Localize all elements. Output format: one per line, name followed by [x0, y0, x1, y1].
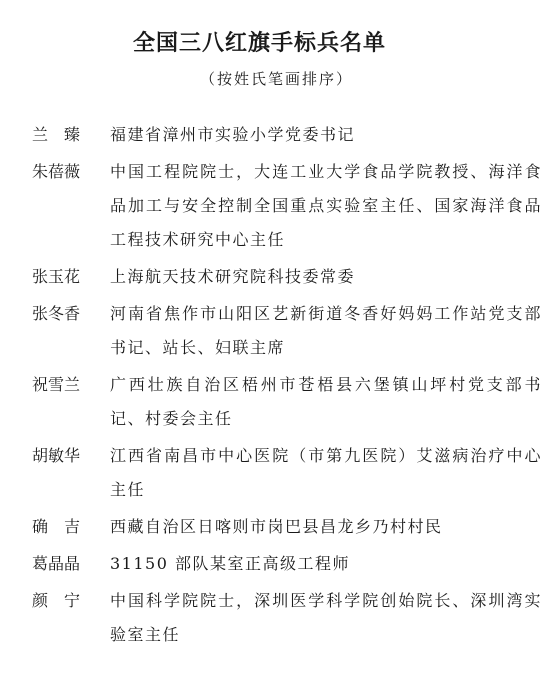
honoree-name: 胡敏华 [32, 446, 81, 465]
page-subtitle: （按姓氏笔画排序） [199, 70, 353, 88]
honoree-name: 颜 宁 [32, 591, 81, 610]
list-item [32, 584, 542, 652]
list-item [32, 439, 542, 507]
list-item [32, 368, 542, 436]
list-item [32, 260, 542, 294]
honoree-name: 祝雪兰 [32, 375, 81, 394]
honoree-name: 朱蓓薇 [32, 162, 81, 181]
list-item [32, 297, 542, 365]
list-item [32, 155, 542, 257]
honoree-description: 江西省南昌市中心医院（市第九医院）艾滋病治疗中心主任 [110, 446, 542, 499]
honoree-name: 葛晶晶 [32, 554, 81, 573]
honoree-name: 确 吉 [32, 517, 81, 536]
honoree-description: 西藏自治区日喀则市岗巴县昌龙乡乃村村民 [110, 517, 443, 536]
list-item [32, 118, 542, 152]
honoree-name: 兰 臻 [32, 125, 81, 144]
honoree-name: 张玉花 [32, 267, 81, 286]
honoree-name: 张冬香 [32, 304, 81, 323]
list-item [32, 510, 542, 544]
list-item [32, 547, 542, 581]
honoree-description: 广西壮族自治区梧州市苍梧县六堡镇山坪村党支部书记、村委会主任 [110, 375, 542, 428]
honoree-list [32, 118, 542, 655]
honoree-description: 福建省漳州市实验小学党委书记 [110, 125, 356, 144]
honoree-description: 中国科学院院士，深圳医学科学院创始院长、深圳湾实验室主任 [110, 591, 542, 644]
honoree-description: 中国工程院院士，大连工业大学食品学院教授、海洋食品加工与安全控制全国重点实验室主任、国家海洋食品工程技术研究中心主任 [110, 162, 542, 249]
page-title: 全国三八红旗手标兵名单 [132, 31, 386, 56]
honoree-description: 上海航天技术研究院科技委常委 [110, 267, 356, 286]
honoree-description: 河南省焦作市山阳区艺新街道冬香好妈妈工作站党支部书记、站长、妇联主席 [110, 304, 542, 357]
honoree-description: 31150 部队某室正高级工程师 [110, 554, 350, 573]
